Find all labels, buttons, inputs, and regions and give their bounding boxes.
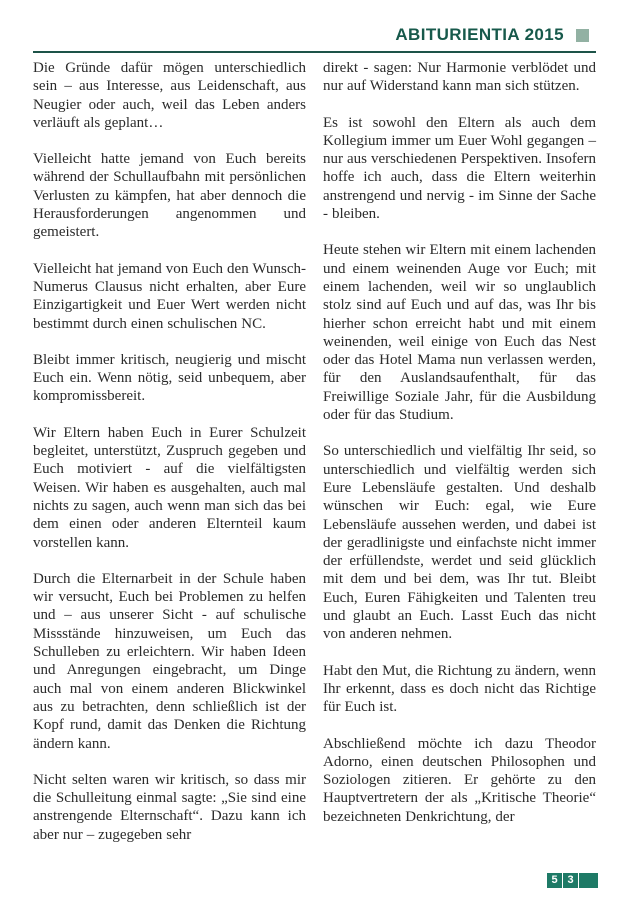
paragraph: Abschließend möchte ich dazu Theodor Adorno, einen deutschen Philosophen und Soziologen zitieren. Er gehörte zu den Hauptvertretern der als „Kritische Theorie“ bezeichneten Denkrichtung, der [323,735,596,825]
paragraph: Vielleicht hatte jemand von Euch bereits während der Schullaufbahn mit persönlichen Verlusten zu kämpfen, hat aber dennoch die Herausforderungen angenommen und gemeistert. [33,151,306,241]
page-number-right: 3 [563,873,578,888]
article-body [33,59,596,844]
left-column [33,59,306,844]
paragraph: Heute stehen wir Eltern mit einem lachenden und einem weinenden Auge vor Euch; mit einem lachenden, weil wir so unglaublich stolz sind auf Euch und auf das, was Ihr bis hierher schon erreicht habt und mit einem weinenden, weil einige von Euch das Nest oder das Hotel Mama nun verlassen werden, für den Auslandsaufenthalt, für das Freiwillige Soziale Jahr, für die Ausbildung oder für das Studium. [323,242,596,424]
paragraph: So unterschiedlich und vielfältig Ihr seid, so unterschiedlich und vielfältig werden sich Eure Lebensläufe gestalten. Und deshalb wünschen wir Euch: egal, wie Eure Lebensläufe aussehen werden, und dabei ist der geradlinigste und einfachste nicht immer der erfüllendste, werdet und seid glücklich mit dem und bei dem, was Ihr tut. Bleibt Euch, Euren Fähigkeiten und Talenten treu und glaubt an Euch. Lasst Euch das nicht von anderen nehmen. [323,443,596,643]
paragraph: Durch die Elternarbeit in der Schule haben wir versucht, Euch bei Problemen zu helfen und – aus unserer Sicht - auf schulische Missstände hinzuweisen, um Euch das Schulleben zu erleichtern. Wir haben Ideen und Anregungen eingebracht, um Dinge auch mal von einem anderen Blickwinkel aus zu betrachten, denn schließlich ist der Kopf rund, damit das Denken die Richtung ändern kann. [33,570,306,752]
paragraph: Habt den Mut, die Richtung zu ändern, wenn Ihr erkennt, dass es doch nicht das Richtige für Euch ist. [323,662,596,716]
footer-accent-block [579,873,598,888]
page-number-left: 5 [547,873,562,888]
header-divider [33,51,596,53]
paragraph: Bleibt immer kritisch, neugierig und mischt Euch ein. Wenn nötig, seid unbequem, aber kompromissbereit. [33,351,306,405]
page-footer [546,873,598,888]
right-column [323,59,596,844]
header-row [33,0,596,46]
square-bullet-icon [576,29,589,42]
paragraph: Vielleicht hat jemand von Euch den Wunsch-Numerus Clausus nicht erhalten, aber Eure Einzigartigkeit und Euer Wert werden nicht bestimmt durch einen schulischen NC. [33,260,306,332]
paragraph: Es ist sowohl den Eltern als auch dem Kollegium immer um Euer Wohl gegangen – nur aus verschiedenen Perspektiven. Insofern hoffe ich auch, dass die Eltern weiterhin anstrengend und nervig - im Sinne der Sache - bleiben. [323,114,596,223]
paragraph: Wir Eltern haben Euch in Eurer Schulzeit begleitet, unterstützt, Zuspruch gegeben und Euch motiviert - auf die vielfältigsten Weisen. Wir haben es ausgehalten, auch mal nichts zu sagen, auch wenn man sich das bei dem einen oder anderen Elternteil kaum vorstellen kann. [33,424,306,551]
paragraph: Nicht selten waren wir kritisch, so dass mir die Schulleitung einmal sagte: „Sie sind eine anstrengende Elternschaft“. Dazu kann ich aber nur – zugegeben sehr [33,771,306,843]
paragraph: Die Gründe dafür mögen unterschiedlich sein – aus Interesse, aus Leidenschaft, aus Neugier oder auch, weil das Leben anders verläuft als geplant… [33,60,306,131]
page-title: ABITURIENTIA 2015 [395,25,564,44]
page-header [33,0,596,53]
paragraph: direkt - sagen: Nur Harmonie verblödet und nur auf Widerstand kann man sich stützen. [323,60,596,95]
